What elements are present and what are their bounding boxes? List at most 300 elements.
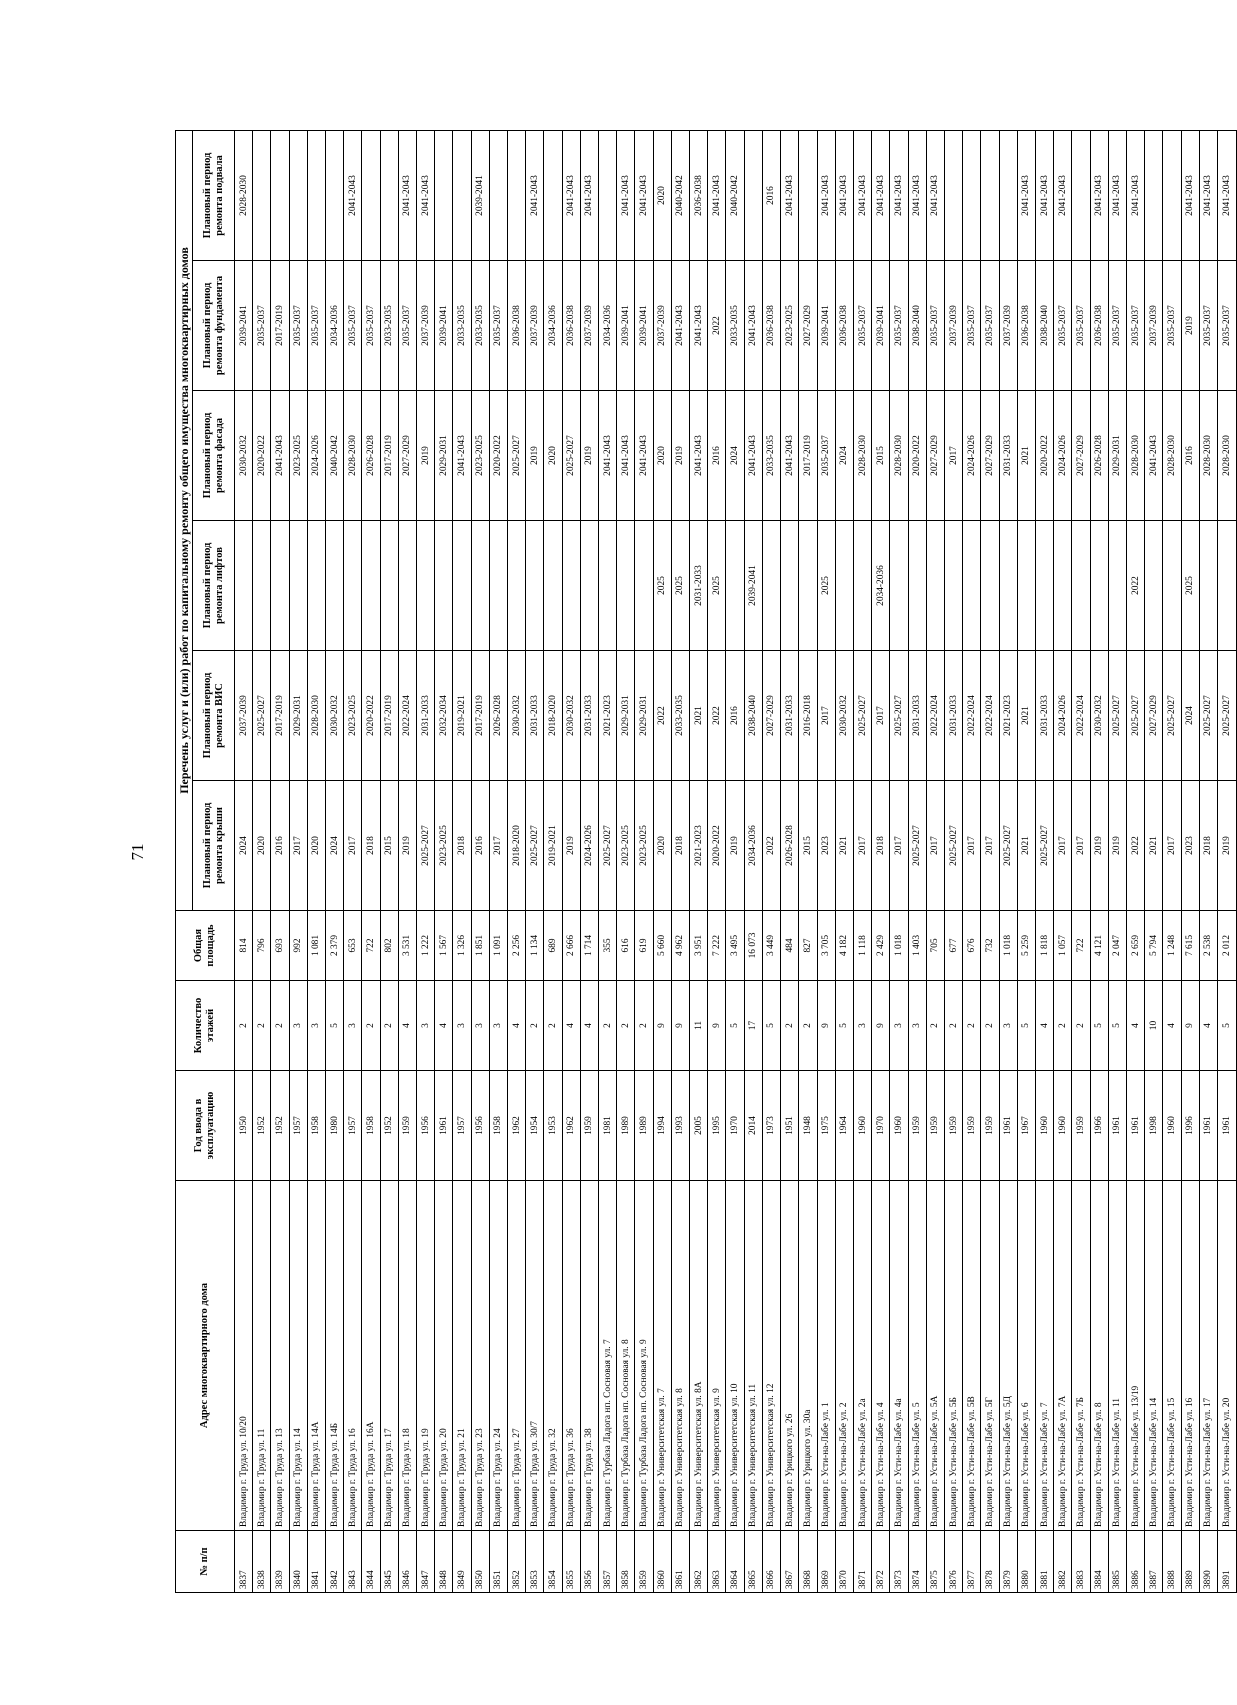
cell-basement-period: 2041-2043 — [835, 131, 853, 261]
table-row — [799, 131, 817, 1593]
cell-row-number: 3841 — [307, 1531, 325, 1593]
cell-facade-period: 2028-2030 — [890, 391, 908, 521]
cell-address: Владимир г. Усти-на-Лабе ул. 7Б — [1072, 1181, 1090, 1531]
cell-foundation-period: 2041-2043 — [671, 261, 689, 391]
cell-floors: 2 — [944, 981, 962, 1071]
cell-row-number: 3856 — [580, 1531, 598, 1593]
cell-vis-period: 2029-2031 — [617, 651, 635, 781]
cell-total-area: 3 531 — [398, 911, 416, 981]
cell-floors: 2 — [362, 981, 380, 1071]
cell-row-number: 3857 — [599, 1531, 617, 1593]
cell-address: Владимир г. Труда ул. 24 — [489, 1181, 507, 1531]
cell-floors: 3 — [344, 981, 362, 1071]
table-row — [253, 131, 271, 1593]
cell-facade-period: 2041-2043 — [744, 391, 762, 521]
cell-year-built: 1960 — [1054, 1071, 1072, 1181]
header-foundation: Плановый период ремонта фундамента — [193, 261, 235, 391]
cell-year-built: 1957 — [289, 1071, 307, 1181]
cell-address: Владимир г. Усти-на-Лабе ул. 8 — [1090, 1181, 1108, 1531]
cell-lifts-period — [781, 521, 799, 651]
cell-address: Владимир г. Труда ул. 19 — [417, 1181, 435, 1531]
cell-roof-period: 2017 — [344, 781, 362, 911]
cell-vis-period: 2030-2032 — [562, 651, 580, 781]
cell-address: Владимир г. Усти-на-Лабе ул. 20 — [1217, 1181, 1236, 1531]
cell-foundation-period: 2034-2036 — [326, 261, 344, 391]
cell-year-built: 1958 — [362, 1071, 380, 1181]
cell-facade-period: 2019 — [580, 391, 598, 521]
table-row — [326, 131, 344, 1593]
cell-roof-period: 2017 — [489, 781, 507, 911]
cell-total-area: 827 — [799, 911, 817, 981]
cell-foundation-period: 2033-2035 — [471, 261, 489, 391]
cell-facade-period: 2041-2043 — [690, 391, 708, 521]
cell-vis-period: 2017-2019 — [380, 651, 398, 781]
cell-foundation-period: 2036-2038 — [762, 261, 780, 391]
cell-floors: 2 — [926, 981, 944, 1071]
cell-basement-period: 2041-2043 — [853, 131, 871, 261]
cell-total-area: 992 — [289, 911, 307, 981]
cell-total-area: 732 — [981, 911, 999, 981]
cell-vis-period: 2025-2027 — [1199, 651, 1217, 781]
cell-total-area: 616 — [617, 911, 635, 981]
table-row — [417, 131, 435, 1593]
cell-roof-period: 2024 — [326, 781, 344, 911]
cell-basement-period — [1145, 131, 1163, 261]
cell-floors: 3 — [417, 981, 435, 1071]
cell-address: Владимир г. Университетская ул. 11 — [744, 1181, 762, 1531]
cell-foundation-period: 2019 — [1181, 261, 1199, 391]
cell-basement-period — [799, 131, 817, 261]
cell-vis-period: 2017-2019 — [471, 651, 489, 781]
cell-vis-period: 2022 — [708, 651, 726, 781]
cell-roof-period: 2019 — [1108, 781, 1126, 911]
cell-foundation-period: 2035-2037 — [489, 261, 507, 391]
cell-basement-period — [435, 131, 453, 261]
cell-total-area: 484 — [781, 911, 799, 981]
cell-vis-period: 2024-2026 — [1054, 651, 1072, 781]
cell-floors: 5 — [1217, 981, 1236, 1071]
cell-lifts-period — [944, 521, 962, 651]
cell-vis-period: 2025-2027 — [890, 651, 908, 781]
cell-lifts-period — [562, 521, 580, 651]
cell-lifts-period — [1163, 521, 1181, 651]
cell-basement-period — [999, 131, 1017, 261]
cell-floors: 4 — [1199, 981, 1217, 1071]
cell-foundation-period: 2035-2037 — [289, 261, 307, 391]
cell-year-built: 1980 — [326, 1071, 344, 1181]
cell-total-area: 5 660 — [653, 911, 671, 981]
cell-address: Владимир г. Труда ул. 17 — [380, 1181, 398, 1531]
cell-row-number: 3889 — [1181, 1531, 1199, 1593]
cell-floors: 2 — [544, 981, 562, 1071]
cell-address: Владимир г. Труда ул. 21 — [453, 1181, 471, 1531]
cell-roof-period: 2025-2027 — [944, 781, 962, 911]
cell-floors: 2 — [271, 981, 289, 1071]
cell-facade-period: 2020-2022 — [1035, 391, 1053, 521]
cell-foundation-period: 2037-2039 — [1145, 261, 1163, 391]
cell-row-number: 3862 — [690, 1531, 708, 1593]
cell-vis-period: 2027-2029 — [1145, 651, 1163, 781]
cell-row-number: 3870 — [835, 1531, 853, 1593]
cell-total-area: 4 962 — [671, 911, 689, 981]
cell-floors: 3 — [489, 981, 507, 1071]
cell-foundation-period: 2037-2039 — [580, 261, 598, 391]
cell-total-area: 1 567 — [435, 911, 453, 981]
cell-facade-period: 2024 — [726, 391, 744, 521]
cell-vis-period: 2020-2022 — [362, 651, 380, 781]
cell-address: Владимир г. Усти-на-Лабе ул. 11 — [1108, 1181, 1126, 1531]
cell-address: Владимир г. Усти-на-Лабе ул. 13/19 — [1126, 1181, 1144, 1531]
cell-year-built: 1970 — [726, 1071, 744, 1181]
cell-foundation-period: 2035-2037 — [362, 261, 380, 391]
table-row — [489, 131, 507, 1593]
cell-roof-period: 2023-2025 — [635, 781, 653, 911]
cell-facade-period: 2017 — [944, 391, 962, 521]
cell-address: Владимир г. Усти-на-Лабе ул. 15 — [1163, 1181, 1181, 1531]
cell-facade-period: 2020 — [653, 391, 671, 521]
cell-row-number: 3890 — [1199, 1531, 1217, 1593]
cell-address: Владимир г. Усти-на-Лабе ул. 14 — [1145, 1181, 1163, 1531]
cell-year-built: 1993 — [671, 1071, 689, 1181]
cell-vis-period: 2029-2031 — [289, 651, 307, 781]
cell-floors: 4 — [562, 981, 580, 1071]
cell-foundation-period: 2035-2037 — [1054, 261, 1072, 391]
cell-year-built: 1996 — [1181, 1071, 1199, 1181]
cell-lifts-period — [580, 521, 598, 651]
cell-roof-period: 2025-2027 — [1035, 781, 1053, 911]
cell-vis-period: 2031-2033 — [908, 651, 926, 781]
cell-vis-period: 2022-2024 — [398, 651, 416, 781]
cell-floors: 2 — [635, 981, 653, 1071]
cell-lifts-period — [271, 521, 289, 651]
cell-year-built: 1956 — [471, 1071, 489, 1181]
cell-address: Владимир г. Труда ул. 16А — [362, 1181, 380, 1531]
cell-floors: 3 — [471, 981, 489, 1071]
cell-lifts-period — [380, 521, 398, 651]
cell-floors: 2 — [617, 981, 635, 1071]
cell-year-built: 1960 — [1163, 1071, 1181, 1181]
cell-basement-period — [326, 131, 344, 261]
cell-foundation-period: 2037-2039 — [653, 261, 671, 391]
cell-total-area: 705 — [926, 911, 944, 981]
cell-basement-period: 2041-2043 — [562, 131, 580, 261]
cell-vis-period: 2022-2024 — [981, 651, 999, 781]
cell-facade-period: 2028-2030 — [1217, 391, 1236, 521]
cell-roof-period: 2017 — [981, 781, 999, 911]
cell-row-number: 3853 — [526, 1531, 544, 1593]
cell-foundation-period: 2022 — [708, 261, 726, 391]
cell-facade-period: 2041-2043 — [635, 391, 653, 521]
cell-facade-period: 2041-2043 — [271, 391, 289, 521]
cell-basement-period: 2041-2043 — [1199, 131, 1217, 261]
header-group-title: Перечень услуг и (или) работ по капитальному ремонту общего имущества многоквартирных домов — [176, 131, 193, 911]
cell-basement-period — [508, 131, 526, 261]
cell-facade-period: 2041-2043 — [599, 391, 617, 521]
cell-floors: 5 — [1017, 981, 1035, 1071]
cell-year-built: 1961 — [1126, 1071, 1144, 1181]
cell-foundation-period: 2035-2037 — [963, 261, 981, 391]
table-row — [508, 131, 526, 1593]
cell-foundation-period: 2038-2040 — [1035, 261, 1053, 391]
cell-lifts-period: 2034-2036 — [872, 521, 890, 651]
cell-year-built: 1962 — [508, 1071, 526, 1181]
cell-lifts-period: 2025 — [817, 521, 835, 651]
table-row — [380, 131, 398, 1593]
cell-foundation-period: 2027-2029 — [799, 261, 817, 391]
cell-total-area: 355 — [599, 911, 617, 981]
cell-year-built: 1950 — [235, 1071, 253, 1181]
cell-roof-period: 2018 — [453, 781, 471, 911]
cell-row-number: 3863 — [708, 1531, 726, 1593]
cell-address: Владимир г. Усти-на-Лабе ул. 4а — [890, 1181, 908, 1531]
table-row — [653, 131, 671, 1593]
cell-vis-period: 2022-2024 — [1072, 651, 1090, 781]
cell-basement-period: 2041-2043 — [1035, 131, 1053, 261]
cell-floors: 2 — [380, 981, 398, 1071]
cell-vis-period: 2030-2032 — [326, 651, 344, 781]
cell-basement-period: 2041-2043 — [781, 131, 799, 261]
cell-roof-period: 2020 — [253, 781, 271, 911]
cell-floors: 2 — [526, 981, 544, 1071]
cell-floors: 9 — [872, 981, 890, 1071]
cell-year-built: 1953 — [544, 1071, 562, 1181]
rotated-table-container — [175, 131, 1237, 1593]
cell-lifts-period — [326, 521, 344, 651]
cell-roof-period: 2021 — [835, 781, 853, 911]
table-row — [781, 131, 799, 1593]
cell-basement-period — [489, 131, 507, 261]
cell-foundation-period: 2036-2038 — [1017, 261, 1035, 391]
cell-facade-period: 2041-2043 — [617, 391, 635, 521]
cell-lifts-period — [1054, 521, 1072, 651]
cell-lifts-period — [635, 521, 653, 651]
cell-foundation-period: 2035-2037 — [853, 261, 871, 391]
cell-total-area: 2 659 — [1126, 911, 1144, 981]
cell-vis-period: 2022 — [653, 651, 671, 781]
cell-foundation-period: 2035-2037 — [307, 261, 325, 391]
cell-address: Владимир г. Университетская ул. 7 — [653, 1181, 671, 1531]
cell-foundation-period: 2017-2019 — [271, 261, 289, 391]
cell-basement-period: 2041-2043 — [1217, 131, 1236, 261]
header-vis: Плановый период ремонта ВИС — [193, 651, 235, 781]
cell-foundation-period: 2037-2039 — [944, 261, 962, 391]
cell-lifts-period — [617, 521, 635, 651]
cell-year-built: 1973 — [762, 1071, 780, 1181]
cell-facade-period: 2023-2025 — [289, 391, 307, 521]
cell-total-area: 689 — [544, 911, 562, 981]
cell-total-area: 722 — [362, 911, 380, 981]
cell-lifts-period: 2025 — [653, 521, 671, 651]
cell-address: Владимир г. Усти-на-Лабе ул. 7 — [1035, 1181, 1053, 1531]
cell-total-area: 3 951 — [690, 911, 708, 981]
cell-total-area: 2 379 — [326, 911, 344, 981]
cell-year-built: 1998 — [1145, 1071, 1163, 1181]
cell-foundation-period: 2035-2037 — [890, 261, 908, 391]
table-row — [817, 131, 835, 1593]
table-row — [744, 131, 762, 1593]
cell-year-built: 1954 — [526, 1071, 544, 1181]
header-roof: Плановый период ремонта крыши — [193, 781, 235, 911]
houses-table — [175, 130, 1237, 1593]
cell-roof-period: 2017 — [926, 781, 944, 911]
cell-year-built: 1957 — [453, 1071, 471, 1181]
cell-year-built: 1951 — [781, 1071, 799, 1181]
cell-vis-period: 2030-2032 — [508, 651, 526, 781]
cell-facade-period: 2020-2022 — [489, 391, 507, 521]
cell-lifts-period — [1108, 521, 1126, 651]
cell-lifts-period — [835, 521, 853, 651]
cell-roof-period: 2034-2036 — [744, 781, 762, 911]
cell-floors: 5 — [1108, 981, 1126, 1071]
cell-lifts-period — [1035, 521, 1053, 651]
cell-lifts-period — [398, 521, 416, 651]
cell-address: Владимир г. Труда ул. 30/7 — [526, 1181, 544, 1531]
cell-vis-period: 2038-2040 — [744, 651, 762, 781]
cell-facade-period: 2026-2028 — [362, 391, 380, 521]
cell-year-built: 1956 — [417, 1071, 435, 1181]
table-row — [471, 131, 489, 1593]
cell-roof-period: 2017 — [890, 781, 908, 911]
cell-roof-period: 2018 — [362, 781, 380, 911]
cell-row-number: 3876 — [944, 1531, 962, 1593]
cell-address: Владимир г. Турбаза Ладога нп. Сосновая ул. 8 — [617, 1181, 635, 1531]
header-num: № п/п — [176, 1531, 235, 1593]
cell-total-area: 2 429 — [872, 911, 890, 981]
cell-year-built: 1961 — [1217, 1071, 1236, 1181]
cell-year-built: 1994 — [653, 1071, 671, 1181]
cell-roof-period: 2017 — [1072, 781, 1090, 911]
cell-roof-period: 2026-2028 — [781, 781, 799, 911]
table-row — [872, 131, 890, 1593]
cell-year-built: 1952 — [271, 1071, 289, 1181]
cell-facade-period: 2024-2026 — [1054, 391, 1072, 521]
cell-basement-period: 2041-2043 — [1017, 131, 1035, 261]
cell-lifts-period: 2025 — [671, 521, 689, 651]
cell-vis-period: 2031-2033 — [417, 651, 435, 781]
cell-basement-period — [944, 131, 962, 261]
cell-roof-period: 2023 — [817, 781, 835, 911]
cell-floors: 2 — [981, 981, 999, 1071]
cell-roof-period: 2025-2027 — [526, 781, 544, 911]
cell-row-number: 3867 — [781, 1531, 799, 1593]
cell-foundation-period: 2034-2036 — [544, 261, 562, 391]
cell-lifts-period — [544, 521, 562, 651]
cell-address: Владимир г. Урицкого ул. 30а — [799, 1181, 817, 1531]
cell-basement-period: 2041-2043 — [908, 131, 926, 261]
cell-vis-period: 2025-2027 — [253, 651, 271, 781]
cell-lifts-period — [999, 521, 1017, 651]
cell-row-number: 3888 — [1163, 1531, 1181, 1593]
cell-year-built: 1959 — [981, 1071, 999, 1181]
cell-vis-period: 2031-2033 — [1035, 651, 1053, 781]
cell-total-area: 1 851 — [471, 911, 489, 981]
cell-floors: 3 — [999, 981, 1017, 1071]
table-row — [1163, 131, 1181, 1593]
cell-row-number: 3882 — [1054, 1531, 1072, 1593]
table-row — [1181, 131, 1199, 1593]
cell-floors: 2 — [599, 981, 617, 1071]
cell-row-number: 3865 — [744, 1531, 762, 1593]
cell-row-number: 3885 — [1108, 1531, 1126, 1593]
cell-lifts-period — [526, 521, 544, 651]
cell-address: Владимир г. Усти-на-Лабе ул. 5Б — [944, 1181, 962, 1531]
cell-basement-period: 2041-2043 — [526, 131, 544, 261]
table-row — [944, 131, 962, 1593]
cell-basement-period — [1072, 131, 1090, 261]
cell-facade-period: 2023-2025 — [471, 391, 489, 521]
cell-lifts-period — [1145, 521, 1163, 651]
cell-address: Владимир г. Усти-на-Лабе ул. 16 — [1181, 1181, 1199, 1531]
cell-vis-period: 2025-2027 — [1108, 651, 1126, 781]
cell-row-number: 3878 — [981, 1531, 999, 1593]
cell-facade-period: 2024 — [835, 391, 853, 521]
cell-foundation-period: 2041-2043 — [744, 261, 762, 391]
cell-vis-period: 2025-2027 — [1126, 651, 1144, 781]
table-row — [1090, 131, 1108, 1593]
cell-foundation-period: 2036-2038 — [562, 261, 580, 391]
cell-facade-period: 2020-2022 — [908, 391, 926, 521]
cell-row-number: 3887 — [1145, 1531, 1163, 1593]
cell-vis-period: 2017 — [872, 651, 890, 781]
cell-vis-period: 2019-2021 — [453, 651, 471, 781]
cell-basement-period: 2041-2043 — [580, 131, 598, 261]
cell-total-area: 722 — [1072, 911, 1090, 981]
cell-total-area: 2 047 — [1108, 911, 1126, 981]
cell-lifts-period — [1199, 521, 1217, 651]
cell-foundation-period: 2039-2041 — [872, 261, 890, 391]
cell-year-built: 1960 — [853, 1071, 871, 1181]
cell-vis-period: 2033-2035 — [671, 651, 689, 781]
cell-row-number: 3844 — [362, 1531, 380, 1593]
cell-basement-period: 2041-2043 — [926, 131, 944, 261]
cell-total-area: 1 134 — [526, 911, 544, 981]
cell-facade-period: 2035-2037 — [817, 391, 835, 521]
cell-basement-period: 2016 — [762, 131, 780, 261]
cell-foundation-period: 2023-2025 — [781, 261, 799, 391]
cell-total-area: 5 794 — [1145, 911, 1163, 981]
cell-floors: 5 — [326, 981, 344, 1071]
cell-total-area: 1 081 — [307, 911, 325, 981]
cell-roof-period: 2019-2021 — [544, 781, 562, 911]
table-row — [908, 131, 926, 1593]
cell-facade-period: 2016 — [1181, 391, 1199, 521]
cell-facade-period: 2025-2027 — [508, 391, 526, 521]
cell-lifts-period — [235, 521, 253, 651]
cell-lifts-period — [890, 521, 908, 651]
cell-facade-period: 2027-2029 — [926, 391, 944, 521]
cell-row-number: 3845 — [380, 1531, 398, 1593]
cell-facade-period: 2028-2030 — [344, 391, 362, 521]
cell-facade-period: 2029-2031 — [435, 391, 453, 521]
cell-lifts-period: 2025 — [1181, 521, 1199, 651]
table-row — [617, 131, 635, 1593]
cell-row-number: 3839 — [271, 1531, 289, 1593]
cell-lifts-period — [1017, 521, 1035, 651]
cell-row-number: 3848 — [435, 1531, 453, 1593]
cell-roof-period: 2017 — [963, 781, 981, 911]
cell-vis-period: 2022-2024 — [926, 651, 944, 781]
cell-year-built: 1964 — [835, 1071, 853, 1181]
cell-roof-period: 2017 — [289, 781, 307, 911]
cell-lifts-period — [471, 521, 489, 651]
cell-facade-period: 2019 — [417, 391, 435, 521]
cell-facade-period: 2033-2035 — [762, 391, 780, 521]
cell-address: Владимир г. Усти-на-Лабе ул. 5 — [908, 1181, 926, 1531]
cell-facade-period: 2026-2028 — [1090, 391, 1108, 521]
table-row — [526, 131, 544, 1593]
cell-floors: 5 — [726, 981, 744, 1071]
cell-year-built: 2014 — [744, 1071, 762, 1181]
